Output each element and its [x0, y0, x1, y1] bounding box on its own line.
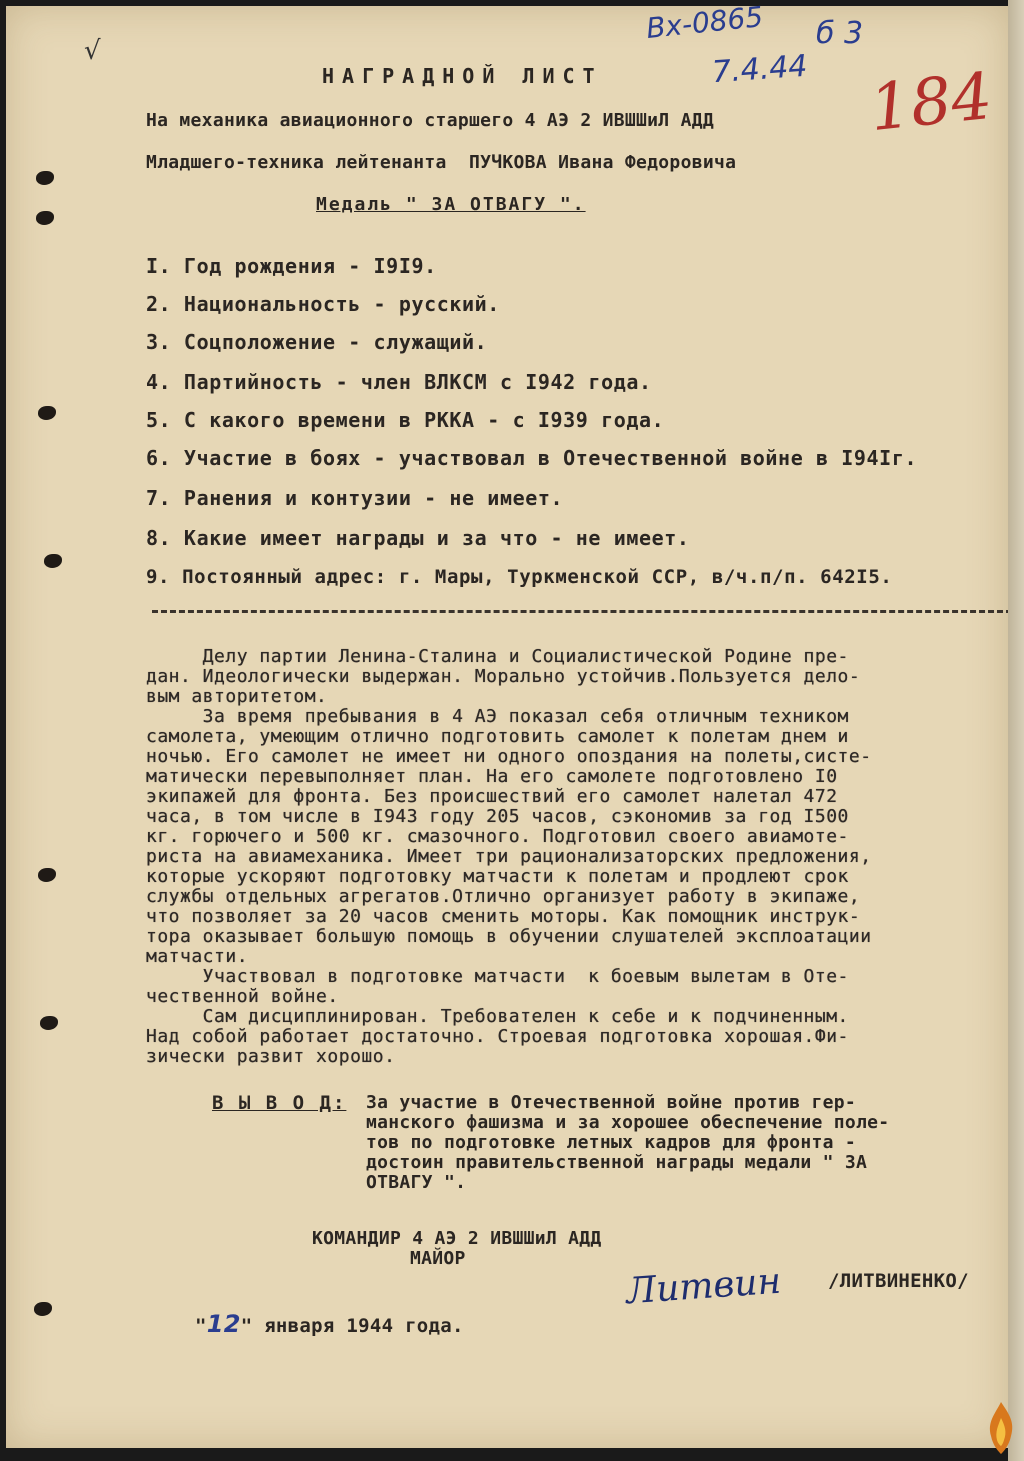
commander-title: КОМАНДИР 4 АЭ 2 ИВШШиЛ АДД — [312, 1228, 602, 1249]
body-line: Над собой работает достаточно. Строевая подготовка хорошая.Фи- — [146, 1026, 849, 1047]
body-line: службы отдельных агрегатов.Отлично организует работу в экипаже, — [146, 886, 861, 907]
item-social-status: 3. Соцположение - служащий. — [146, 330, 488, 354]
item-service-start: 5. С какого времени в РККА - с I939 года. — [146, 408, 665, 432]
body-line: За время пребывания в 4 АЭ показал себя отличным техником — [146, 706, 849, 727]
conclusion-line: ОТВАГУ ". — [366, 1172, 467, 1193]
body-line: риста на авиамеханика. Имеет три рационализаторских предложения, — [146, 846, 872, 867]
commander-name: /ЛИТВИНЕНКО/ — [828, 1270, 969, 1292]
item-awards: 8. Какие имеет награды и за что - не имеет. — [146, 526, 690, 550]
date-rest: " января 1944 года. — [240, 1315, 464, 1337]
archive-code: Вх-0865 — [644, 0, 765, 46]
punch-hole — [40, 1016, 58, 1030]
commander-rank: МАЙОР — [410, 1248, 466, 1269]
item-combat: 6. Участие в боях - участвовал в Отечественной войне в I94Iг. — [146, 446, 918, 470]
commander-signature: Литвин — [624, 1260, 783, 1313]
subtitle-position: На механика авиационного старшего 4 АЭ 2 ИВШШиЛ АДД — [146, 110, 714, 131]
item-nationality: 2. Национальность - русский. — [146, 292, 500, 316]
punch-hole — [36, 211, 54, 225]
award-name: Медаль " ЗА ОТВАГУ ". — [316, 194, 586, 215]
punch-hole — [38, 406, 56, 420]
body-line: чественной войне. — [146, 986, 339, 1007]
conclusion-label: В Ы В О Д: — [212, 1092, 347, 1114]
subtitle-person: Младшего-техника лейтенанта ПУЧКОВА Ивана Федоровича — [146, 152, 737, 173]
flame-logo-icon — [983, 1400, 1019, 1456]
body-line: ночью. Его самолет не имеет ни одного опоздания на полеты,систе- — [146, 746, 872, 767]
check-mark: √ — [84, 36, 101, 66]
punch-hole — [44, 554, 62, 568]
item-wounds: 7. Ранения и контузии - не имеет. — [146, 486, 564, 510]
item-address: 9. Постоянный адрес: г. Мары, Туркменской ССР, в/ч.п/п. 642I5. — [146, 566, 893, 588]
conclusion-line: манского фашизма и за хорошее обеспечение поле- — [366, 1112, 890, 1133]
body-line: зически развит хорошо. — [146, 1046, 396, 1067]
body-line: тора оказывает большую помощь в обучении слушателей эксплоатации — [146, 926, 872, 947]
sheet-number: 184 — [866, 59, 996, 147]
document-title: НАГРАДНОЙ ЛИСТ — [322, 64, 603, 88]
body-line: экипажей для фронта. Без происшествий его самолет налетал 472 — [146, 786, 838, 807]
body-line: часа, в том числе в I943 году 205 часов, сэкономив за год I500 — [146, 806, 849, 827]
body-line: самолета, умеющим отлично подготовить самолет к полетам днем и — [146, 726, 849, 747]
punch-hole — [38, 868, 56, 882]
body-line: кг. горючего и 500 кг. смазочного. Подготовил своего авиамоте- — [146, 826, 849, 847]
date-day: 12 — [206, 1310, 241, 1338]
item-party: 4. Партийность - член ВЛКСМ с I942 года. — [146, 370, 652, 394]
document-date — [148, 1288, 464, 1360]
punch-hole — [34, 1302, 52, 1316]
conclusion-line: тов по подготовке летных кадров для фронта - — [366, 1132, 857, 1153]
archive-date: 7.4.44 — [710, 48, 809, 91]
item-birth-year: I. Год рождения - I9I9. — [146, 254, 437, 278]
conclusion-line: За участие в Отечественной войне против гер- — [366, 1092, 857, 1113]
body-line: что позволяет за 20 часов сменить моторы. Как помощник инструк- — [146, 906, 861, 927]
conclusion-line: достоин правительственной награды медали " ЗА — [366, 1152, 868, 1173]
date-prefix: " — [194, 1315, 207, 1337]
punch-hole — [36, 171, 54, 185]
body-line: матически перевыполняет план. На его самолете подготовлено I0 — [146, 766, 838, 787]
body-line: Сам дисциплинирован. Требователен к себе и к подчиненным. — [146, 1006, 849, 1027]
body-line: матчасти. — [146, 946, 249, 967]
scan-edge — [1008, 0, 1024, 1461]
body-line: Делу партии Ленина-Сталина и Социалистической Родине пре- — [146, 646, 849, 667]
body-line: Участвовал в подготовке матчасти к боевым вылетам в Оте- — [146, 966, 849, 987]
separator-line — [152, 610, 1012, 613]
body-line: дан. Идеологически выдержан. Морально устойчив.Пользуется дело- — [146, 666, 861, 687]
archive-code-secondary: б 3 — [816, 16, 864, 51]
body-line: которые ускоряют подготовку матчасти к полетам и продлеют срок — [146, 866, 849, 887]
body-line: вым авторитетом. — [146, 686, 328, 707]
award-sheet — [6, 0, 1008, 1448]
